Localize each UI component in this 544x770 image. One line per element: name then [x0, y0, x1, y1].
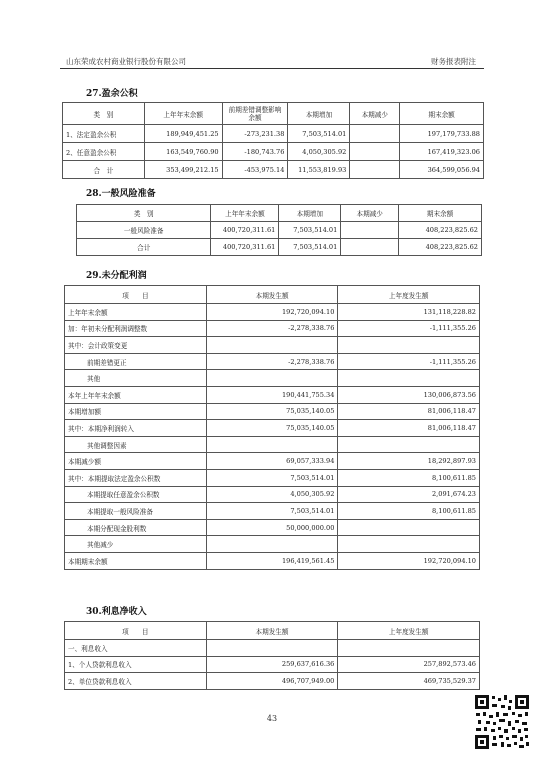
col-header: 上年度发生额: [338, 286, 480, 304]
cell-value: [206, 536, 338, 553]
cell-value: 4,050,305.92: [288, 143, 350, 161]
cell-value: 189,949,451.25: [144, 125, 222, 143]
cell-value: 192,720,094.10: [338, 552, 480, 569]
cell-value: 408,223,825.62: [399, 222, 482, 239]
row-label: 本期提取一般风险准备: [65, 503, 207, 520]
cell-value: 50,000,000.00: [206, 519, 338, 536]
table-row: [63, 125, 484, 143]
cell-value: -1,111,355.26: [338, 353, 480, 370]
col-header: 本期减少: [350, 103, 400, 125]
cell-value: [338, 640, 480, 657]
col-header: 项 目: [65, 622, 207, 640]
cell-value: 7,503,514.01: [206, 469, 338, 486]
undistributed-profit-table: [64, 285, 480, 570]
cell-value: 7,503,514.01: [279, 239, 341, 256]
table-header-row: [65, 286, 480, 304]
row-label: 本期期末余额: [65, 552, 207, 569]
row-label: 其他调整因素: [65, 436, 207, 453]
cell-value: 81,006,118.47: [338, 420, 480, 437]
row-label: 一般风险准备: [77, 222, 211, 239]
table-row: [65, 519, 480, 536]
cell-value: 7,503,514.01: [206, 503, 338, 520]
row-label: 其他: [65, 370, 207, 387]
table-row: [65, 436, 480, 453]
table-row: [65, 536, 480, 553]
table-row: [65, 304, 480, 321]
cell-value: 400,720,311.61: [211, 222, 279, 239]
table-row: [65, 469, 480, 486]
table-row: [77, 239, 482, 256]
table-row: [77, 222, 482, 239]
cell-value: 364,599,056.94: [400, 161, 484, 179]
row-label: 合计: [77, 239, 211, 256]
table-header-row: [65, 622, 480, 640]
cell-value: 7,503,514.01: [288, 125, 350, 143]
col-header: 本期发生额: [206, 622, 338, 640]
row-label: 本期提取任意盈余公积数: [65, 486, 207, 503]
cell-value: [338, 519, 480, 536]
cell-value: [206, 370, 338, 387]
cell-value: -1,111,355.26: [338, 320, 480, 337]
cell-value: 257,892,573.46: [338, 656, 480, 673]
col-header: 上年度发生额: [338, 622, 480, 640]
report-notes-title: 财务报表附注: [431, 57, 476, 66]
table-header-row: [63, 103, 484, 125]
col-header: 上年年末余额: [211, 205, 279, 222]
row-label: 2、任意盈余公积: [63, 143, 145, 161]
row-label: 本期分配现金股利数: [65, 519, 207, 536]
col-header: 本期增加: [288, 103, 350, 125]
table-row: [65, 420, 480, 437]
qr-code-icon: [474, 694, 530, 750]
page-header: [60, 54, 484, 69]
cell-value: 4,050,305.92: [206, 486, 338, 503]
cell-value: [341, 222, 399, 239]
table-row: [65, 486, 480, 503]
cell-value: [338, 370, 480, 387]
company-name: 山东荣成农村商业银行股份有限公司: [66, 57, 186, 66]
col-header: 期末余额: [400, 103, 484, 125]
cell-value: -2,278,338.76: [206, 353, 338, 370]
row-label: 其他减少: [65, 536, 207, 553]
cell-value: 469,735,529.37: [338, 673, 480, 690]
cell-value: 192,720,094.10: [206, 304, 338, 321]
col-header: 本期增加: [279, 205, 341, 222]
col-header: 上年年末余额: [144, 103, 222, 125]
row-label: 本年上年年末余额: [65, 386, 207, 403]
row-label: 合 计: [63, 161, 145, 179]
row-label: 2、单位贷款利息收入: [65, 673, 207, 690]
table-row: [65, 503, 480, 520]
cell-value: 196,419,561.45: [206, 552, 338, 569]
cell-value: [206, 337, 338, 354]
cell-value: 8,100,611.85: [338, 469, 480, 486]
cell-value: [338, 536, 480, 553]
cell-value: 7,503,514.01: [279, 222, 341, 239]
page-number: 43: [266, 714, 278, 723]
cell-value: 131,118,228.82: [338, 304, 480, 321]
cell-value: -180,743.76: [222, 143, 288, 161]
section-30-title: 30.利息净收入: [86, 607, 147, 617]
cell-value: [350, 125, 400, 143]
cell-value: 163,549,760.90: [144, 143, 222, 161]
col-header: 本期发生额: [206, 286, 338, 304]
cell-value: [206, 436, 338, 453]
row-label: 其中：会计政策变更: [65, 337, 207, 354]
col-header: 项 目: [65, 286, 207, 304]
general-risk-reserve-table: [76, 204, 482, 256]
row-label: 上年年末余额: [65, 304, 207, 321]
table-row: [65, 353, 480, 370]
cell-value: 18,292,897.93: [338, 453, 480, 470]
row-label: 加：年初未分配利润调整数: [65, 320, 207, 337]
row-label: 1、法定盈余公积: [63, 125, 145, 143]
cell-value: [350, 143, 400, 161]
cell-value: [338, 436, 480, 453]
table-header-row: [77, 205, 482, 222]
table-row: [65, 386, 480, 403]
cell-value: 400,720,311.61: [211, 239, 279, 256]
cell-value: [338, 337, 480, 354]
cell-value: [350, 161, 400, 179]
row-label: 其中：本期净利润转入: [65, 420, 207, 437]
col-header: 前期差错调整影响余额: [222, 103, 288, 125]
cell-value: [341, 239, 399, 256]
cell-value: 353,499,212.15: [144, 161, 222, 179]
cell-value: 130,006,873.56: [338, 386, 480, 403]
row-label: 1、个人贷款利息收入: [65, 656, 207, 673]
table-row: [63, 143, 484, 161]
section-28-title: 28.一般风险准备: [86, 189, 156, 199]
table-row: [65, 320, 480, 337]
table-row: [65, 453, 480, 470]
table-row: [65, 640, 480, 657]
cell-value: 167,419,323.06: [400, 143, 484, 161]
cell-value: 69,057,333.94: [206, 453, 338, 470]
surplus-reserve-table: [62, 102, 484, 179]
section-27-title: 27.盈余公积: [86, 89, 138, 99]
table-row: [65, 656, 480, 673]
col-header: 本期减少: [341, 205, 399, 222]
row-label: 一、利息收入: [65, 640, 207, 657]
table-row: [65, 673, 480, 690]
cell-value: 8,100,611.85: [338, 503, 480, 520]
cell-value: 75,035,140.05: [206, 420, 338, 437]
table-row: [65, 370, 480, 387]
table-row: [65, 403, 480, 420]
row-label: 前期差错更正: [65, 353, 207, 370]
cell-value: -453,975.14: [222, 161, 288, 179]
row-label: 本期增加额: [65, 403, 207, 420]
cell-value: 408,223,825.62: [399, 239, 482, 256]
cell-value: -273,231.38: [222, 125, 288, 143]
cell-value: 81,006,118.47: [338, 403, 480, 420]
col-header: 期末余额: [399, 205, 482, 222]
cell-value: -2,278,338.76: [206, 320, 338, 337]
cell-value: 2,091,674.23: [338, 486, 480, 503]
col-header: 类 别: [63, 103, 145, 125]
section-29-title: 29.未分配利润: [86, 271, 147, 281]
cell-value: 75,035,140.05: [206, 403, 338, 420]
table-row: [65, 552, 480, 569]
col-header: 类 别: [77, 205, 211, 222]
cell-value: [206, 640, 338, 657]
row-label: 其中：本期提取法定盈余公积数: [65, 469, 207, 486]
cell-value: 259,637,616.36: [206, 656, 338, 673]
cell-value: 197,179,733.88: [400, 125, 484, 143]
cell-value: 190,441,755.34: [206, 386, 338, 403]
net-interest-income-table: [64, 621, 480, 690]
table-row: [63, 161, 484, 179]
row-label: 本期减少额: [65, 453, 207, 470]
cell-value: 496,707,949.00: [206, 673, 338, 690]
table-row: [65, 337, 480, 354]
cell-value: 11,553,819.93: [288, 161, 350, 179]
